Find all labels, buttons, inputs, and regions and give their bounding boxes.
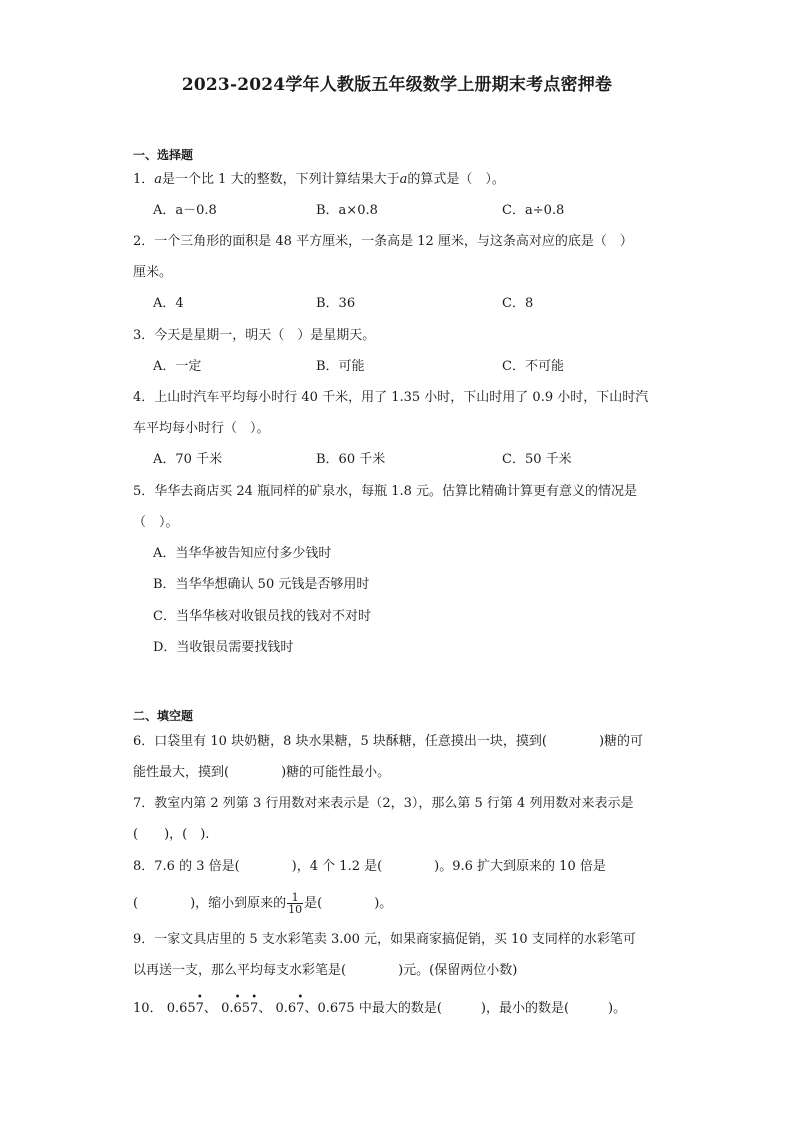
q5-option-d: D．当收银员需要找钱时 <box>153 640 294 655</box>
fraction-one-tenth: $\frac{1}{10}$ <box>288 891 303 916</box>
repeating-decimal-2: 0. • 65 • 7 <box>221 992 259 1016</box>
question-5-line1: 5．华华去商店买 24 瓶同样的矿泉水，每瓶 1.8 元。估算比精确计算更有意义的情况是 <box>133 484 638 499</box>
question-4-line2: 车平均每小时行（ ）。 <box>133 421 270 436</box>
question-8-line1: 8．7.6 的 3 倍是( )，4 个 1.2 是( )。9.6 扩大到原来的 10 倍是 <box>133 859 606 874</box>
q5-option-c: C．当华华核对收银员找的钱对不对时 <box>153 609 371 624</box>
page-title: 2023-2024学年人教版五年级数学上册期末考点密押卷 <box>181 75 613 95</box>
question-1: 1．a是一个比 1 大的整数，下列计算结果大于a的算式是（ ）。 <box>133 172 505 187</box>
repeating-decimal-1: 0.65 • 7 <box>166 992 204 1016</box>
q5-option-b: B．当华华想确认 50 元钱是否够用时 <box>153 577 370 592</box>
q4-option-b: B．60 千米 <box>316 452 386 467</box>
q4-option-c: C．50 千米 <box>502 452 572 467</box>
question-9-line2: 以再送一支，那么平均每支水彩笔是( )元。(保留两位小数) <box>133 963 518 978</box>
q3-option-a: A．一定 <box>153 359 202 374</box>
q3-option-c: C．不可能 <box>502 359 564 374</box>
section-heading-choice: 一、选择题 <box>133 148 194 162</box>
question-10: 10． 0.65 • 7、 0. • 65 • 7、 0.6 • 7、0.675 中最大的数是( )，最小的数是( )。 <box>133 992 627 1016</box>
question-2-line1: 2．一个三角形的面积是 48 平方厘米，一条高是 12 厘米，与这条高对应的底是（ ） <box>133 234 633 249</box>
q1-option-c: C．a÷0.8 <box>502 203 565 218</box>
q2-option-b: B．36 <box>316 296 356 311</box>
question-9-line1: 9．一家文具店里的 5 支水彩笔卖 3.00 元，如果商家搞促销，买 10 支同样的水彩笔可 <box>133 932 636 947</box>
question-6-line1: 6．口袋里有 10 块奶糖，8 块水果糖，5 块酥糖，任意摸出一块，摸到( )糖的可 <box>133 734 644 749</box>
question-8-line2: ( )，缩小到原来的 $\frac{1}{10}$ 是( )。 <box>133 891 393 916</box>
question-2-line2: 厘米。 <box>133 265 173 280</box>
question-3: 3．今天是星期一，明天（ ）是星期天。 <box>133 328 376 343</box>
question-4-line1: 4．上山时汽车平均每小时行 40 千米，用了 1.35 小时，下山时用了 0.9 小时，下山时汽 <box>133 390 649 405</box>
q4-option-a: A．70 千米 <box>153 452 223 467</box>
q2-option-a: A．4 <box>153 296 184 311</box>
question-7-line2: ( )，( ). <box>133 827 210 842</box>
q3-option-b: B．可能 <box>316 359 365 374</box>
question-6-line2: 能性最大，摸到( )糖的可能性最小。 <box>133 765 391 780</box>
repeating-decimal-3: 0.6 • 7 <box>275 992 305 1016</box>
q2-option-c: C．8 <box>502 296 534 311</box>
q1-option-b: B．a×0.8 <box>316 203 378 218</box>
q5-option-a: A．当华华被告知应付多少钱时 <box>153 546 332 561</box>
question-5-line2: （ ）。 <box>133 515 179 530</box>
section-heading-fill: 二、填空题 <box>133 709 194 723</box>
q1-option-a: A．a－0.8 <box>153 203 217 218</box>
question-7-line1: 7．教室内第 2 列第 3 行用数对来表示是（2，3），那么第 5 行第 4 列用数对来表示是 <box>133 796 634 811</box>
